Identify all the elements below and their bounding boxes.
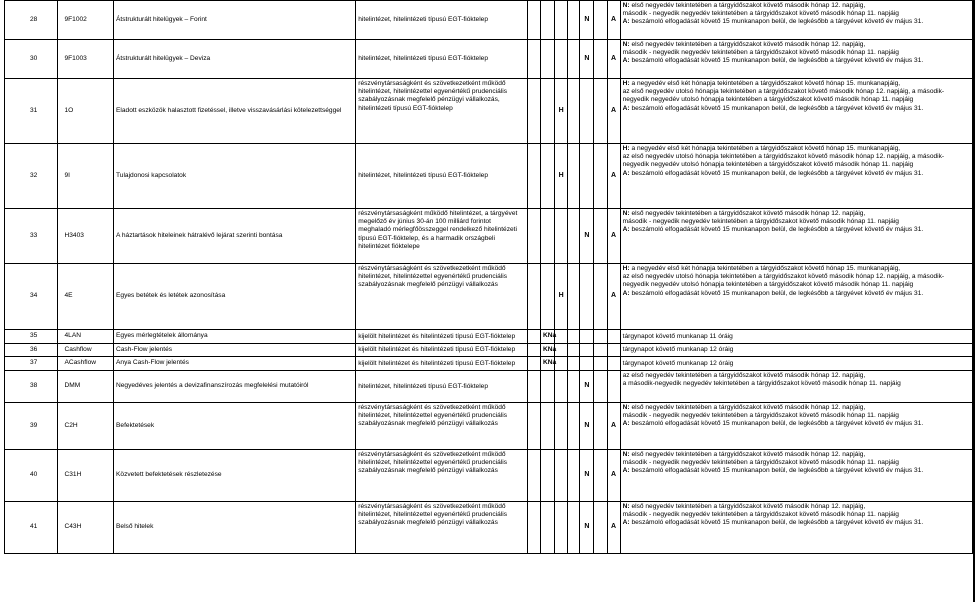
deadline-cell (620, 450, 972, 502)
deadline-text: tárgynapot követő munkanap 12 óráig (622, 346, 734, 354)
deadline-line (623, 105, 970, 113)
report-code-cell: C43H (58, 502, 114, 554)
institutions-cell: kijelölt hitelintézet és hitelintézeti típusú EGT-fióktelep (356, 357, 528, 371)
deadline-text: első negyedév tekintetében a tárgyidőszakot követő második hónap 12. napjáig, (629, 41, 866, 48)
row-number-cell: 36 (5, 344, 58, 357)
deadline-line (623, 290, 970, 298)
deadline-line (623, 153, 970, 169)
deadline-text: második - negyedik negyedév tekintetében a tárgyidőszakot követő második hónap 11. napjáig (622, 10, 899, 18)
deadline-text: a negyedév első két hónapja tekintetében a tárgyidőszakot követő hónap 15. munkanapjáig, (629, 80, 901, 87)
frequency-kna-cell: KNa (540, 344, 554, 357)
institutions-cell: részvénytársaságként és szövetkezetként működő hitelintézet, hitelintézettel egyenértékű prudenciális szabályozásnak megfelelő pénzügyi vállalkozás (356, 264, 528, 330)
flag-cell (568, 1, 580, 40)
report-name-cell: Egyes betétek és letétek azonosítása (114, 264, 356, 330)
row-number-cell: 34 (5, 264, 58, 330)
deadline-frequency-key: A: (622, 18, 630, 26)
deadline-text: az első negyedév tekintetében a tárgyidőszakot követő második hónap 12. napjáig, (622, 372, 866, 379)
frequency-n-cell: N (580, 40, 594, 79)
flag-cell (527, 357, 540, 371)
deadline-frequency-key: H: (622, 80, 630, 87)
report-code-cell: 4LAN (58, 330, 114, 344)
deadline-line (623, 467, 970, 475)
flag-cell (594, 344, 607, 357)
flag-cell (568, 371, 580, 403)
deadline-frequency-key: N: (622, 404, 630, 411)
frequency-a-cell (607, 344, 620, 357)
frequency-a-cell: A (607, 1, 620, 40)
table-body (5, 1, 973, 554)
flag-cell (568, 209, 580, 264)
table-row (5, 40, 973, 79)
deadline-text: beszámoló elfogadását követő 15 munkanapon belül, de legkésőbb a tárgyévet követő év május 31. (629, 104, 924, 112)
deadline-cell (620, 344, 972, 357)
deadline-line (623, 226, 970, 234)
frequency-n-cell (580, 144, 594, 209)
frequency-n-cell (580, 344, 594, 357)
deadline-line (623, 80, 970, 88)
frequency-h-cell (555, 209, 568, 264)
deadline-frequency-key: A: (622, 169, 630, 177)
deadline-text: második - negyedik negyedév tekintetében a tárgyidőszakot követő második hónap 11. napjáig (622, 49, 899, 57)
institutions-cell: hitelintézet, hitelintézeti típusú EGT-fióktelep (356, 1, 528, 40)
deadline-frequency-key: N: (622, 41, 630, 48)
institutions-cell: részvénytársaságként működő hitelintézet, a tárgyévet megelőző év június 30-án 100 milliárd forintot meghaladó mérlegfőösszeggel rendelkező hitelintézeti típusú EGT-fióktelep, és a harmadik országbeli hitelintézet fióktelepe (356, 209, 528, 264)
report-code-cell: 9I (58, 144, 114, 209)
frequency-n-cell (580, 357, 594, 371)
flag-cell (540, 264, 554, 330)
flag-cell (594, 330, 607, 344)
table-row (5, 450, 973, 502)
frequency-h-cell (555, 371, 568, 403)
flag-cell (540, 209, 554, 264)
deadline-text: második - negyedik negyedév tekintetében a tárgyidőszakot követő második hónap 11. napjáig (622, 218, 899, 226)
frequency-a-cell: A (607, 264, 620, 330)
deadline-line (623, 451, 970, 459)
deadline-text: az első negyedév utolsó hónapja tekintetében a tárgyidőszakot követő második hónap 12. napjáig, a második-negyedik negyedév utolsó hónapja tekintetében a tárgyidőszakot követő második hónap 11. napjáig (622, 153, 945, 169)
deadline-text: beszámoló elfogadását követő 15 munkanapon belül, de legkésőbb a tárgyévet követő év május 31. (629, 226, 924, 234)
deadline-frequency-key: A: (622, 289, 630, 297)
report-name-cell: Egyes mérlegtételek állománya (114, 330, 356, 344)
report-name-cell: Tulajdonosi kapcsolatok (114, 144, 356, 209)
institutions-cell: részvénytársaságként és szövetkezetként működő hitelintézet, hitelintézettel egyenértékű prudenciális szabályozásnak megfelelő pénzügyi vállalkozás (356, 403, 528, 450)
institutions-cell: kijelölt hitelintézet és hitelintézeti típusú EGT-fióktelep (356, 344, 528, 357)
flag-cell (527, 344, 540, 357)
institutions-cell: részvénytársaságként és szövetkezetként működő hitelintézet, hitelintézettel egyenértékű prudenciális szabályozásnak megfelelő pénzügyi vállalkozás (356, 502, 528, 554)
flag-cell (568, 264, 580, 330)
deadline-line (623, 380, 970, 388)
flag-cell (594, 403, 607, 450)
deadline-line (623, 404, 970, 412)
deadline-cell (620, 264, 972, 330)
flag-cell (540, 144, 554, 209)
frequency-h-cell (555, 344, 568, 357)
report-name-cell: Cash-Flow jelentés (114, 344, 356, 357)
frequency-n-cell: N (580, 403, 594, 450)
report-name-cell: Közvetett befektetések részletezése (114, 450, 356, 502)
flag-cell (594, 144, 607, 209)
flag-cell (527, 502, 540, 554)
row-number-cell: 32 (5, 144, 58, 209)
row-number-cell: 31 (5, 79, 58, 144)
frequency-a-cell: A (607, 79, 620, 144)
deadline-text: beszámoló elfogadását követő 15 munkanapon belül, de legkésőbb a tárgyévet követő év május 31. (629, 467, 924, 475)
table-row (5, 264, 973, 330)
report-name-cell: Belső hitelek (114, 502, 356, 554)
flag-cell (568, 344, 580, 357)
deadline-text: második - negyedik negyedév tekintetében a tárgyidőszakot követő második hónap 11. napjáig (622, 511, 899, 519)
report-code-cell: 9F1002 (58, 1, 114, 40)
deadline-line (623, 420, 970, 428)
deadline-line (623, 210, 970, 218)
deadline-line (623, 333, 970, 341)
deadline-text: tárgynapot követő munkanap 12 óráig (622, 359, 734, 367)
report-code-cell: Cashflow (58, 344, 114, 357)
deadline-line (623, 503, 970, 511)
flag-cell (594, 40, 607, 79)
report-code-cell: ACashflow (58, 357, 114, 371)
deadline-text: beszámoló elfogadását követő 15 munkanapon belül, de legkésőbb a tárgyévet követő év május 31. (629, 18, 924, 26)
deadline-line (623, 346, 970, 354)
frequency-n-cell (580, 330, 594, 344)
frequency-a-cell: A (607, 40, 620, 79)
flag-cell (568, 357, 580, 371)
frequency-h-cell (555, 450, 568, 502)
flag-cell (527, 330, 540, 344)
deadline-frequency-key: A: (622, 57, 630, 65)
deadline-text: első negyedév tekintetében a tárgyidőszakot követő második hónap 12. napjáig, (629, 451, 866, 458)
deadline-line (623, 519, 970, 527)
reporting-table (4, 0, 973, 554)
table-row (5, 330, 973, 344)
flag-cell (568, 79, 580, 144)
deadline-frequency-key: H: (622, 265, 630, 272)
report-code-cell: 4E (58, 264, 114, 330)
flag-cell (568, 450, 580, 502)
deadline-frequency-key: N: (622, 451, 630, 458)
deadline-text: tárgynapot követő munkanap 11 óráig (622, 332, 733, 340)
frequency-h-cell (555, 403, 568, 450)
flag-cell (594, 450, 607, 502)
flag-cell (527, 403, 540, 450)
deadline-text: beszámoló elfogadását követő 15 munkanapon belül, de legkésőbb a tárgyévet követő év május 31. (629, 420, 924, 428)
flag-cell (527, 209, 540, 264)
flag-cell (594, 371, 607, 403)
deadline-frequency-key: A: (622, 420, 630, 428)
frequency-h-cell: H (555, 144, 568, 209)
deadline-text: első negyedév tekintetében a tárgyidőszakot követő második hónap 12. napjáig, (629, 404, 866, 411)
institutions-cell: részvénytársaságként és szövetkezetként működő hitelintézet, hitelintézettel egyenértékű prudenciális szabályozásnak megfelelő pénzügyi vállalkozás, hitelintézeti típusú EGT-fióktelep (356, 79, 528, 144)
frequency-kna-cell: KNa (540, 357, 554, 371)
frequency-n-cell: N (580, 450, 594, 502)
deadline-frequency-key: A: (622, 519, 630, 527)
deadline-line (623, 372, 970, 380)
institutions-cell: részvénytársaságként és szövetkezetként működő hitelintézet, hitelintézettel egyenértékű prudenciális szabályozásnak megfelelő pénzügyi vállalkozás (356, 450, 528, 502)
report-name-cell: Eladott eszközök halasztott fizetéssel, illetve visszavásárlási kötelezettséggel (114, 79, 356, 144)
deadline-cell (620, 1, 972, 40)
deadline-text: az első negyedév utolsó hónapja tekintetében a tárgyidőszakot követő második hónap 12. napjáig, a második-negyedik negyedév utolsó hónapja tekintetében a tárgyidőszakot követő második hónap 11. napjáig (622, 273, 945, 289)
flag-cell (540, 40, 554, 79)
flag-cell (527, 40, 540, 79)
flag-cell (527, 79, 540, 144)
frequency-h-cell: H (555, 264, 568, 330)
frequency-a-cell: A (607, 403, 620, 450)
frequency-a-cell: A (607, 209, 620, 264)
deadline-frequency-key: A: (622, 104, 630, 112)
flag-cell (568, 144, 580, 209)
frequency-n-cell: N (580, 502, 594, 554)
frequency-a-cell: A (607, 144, 620, 209)
deadline-line (623, 511, 970, 519)
deadline-line (623, 88, 970, 104)
flag-cell (568, 502, 580, 554)
frequency-h-cell (555, 357, 568, 371)
deadline-text: első negyedév tekintetében a tárgyidőszakot követő második hónap 12. napjáig, (629, 2, 866, 9)
deadline-line (623, 218, 970, 226)
deadline-line (623, 41, 970, 49)
row-number-cell: 37 (5, 357, 58, 371)
flag-cell (540, 450, 554, 502)
deadline-line (623, 459, 970, 467)
deadline-text: a negyedév első két hónapja tekintetében a tárgyidőszakot követő hónap 15. munkanapjáig, (629, 265, 901, 272)
deadline-cell (620, 144, 972, 209)
flag-cell (527, 450, 540, 502)
flag-cell (594, 264, 607, 330)
table-row (5, 403, 973, 450)
institutions-cell: kijelölt hitelintézet és hitelintézeti típusú EGT-fióktelep (356, 330, 528, 344)
flag-cell (540, 502, 554, 554)
row-number-cell: 40 (5, 450, 58, 502)
frequency-h-cell (555, 1, 568, 40)
frequency-a-cell (607, 330, 620, 344)
table-row (5, 371, 973, 403)
report-code-cell: 9F1003 (58, 40, 114, 79)
frequency-h-cell (555, 40, 568, 79)
institutions-cell: hitelintézet, hitelintézeti típusú EGT-fióktelep (356, 371, 528, 403)
row-number-cell: 30 (5, 40, 58, 79)
deadline-line (623, 49, 970, 57)
deadline-text: második - negyedik negyedév tekintetében a tárgyidőszakot követő második hónap 11. napjáig (622, 412, 899, 420)
frequency-a-cell: A (607, 502, 620, 554)
table-row (5, 357, 973, 371)
frequency-n-cell (580, 79, 594, 144)
institutions-cell: hitelintézet, hitelintézeti típusú EGT-fióktelep (356, 144, 528, 209)
flag-cell (594, 357, 607, 371)
flag-cell (540, 1, 554, 40)
institutions-cell: hitelintézet, hitelintézeti típusú EGT-fióktelep (356, 40, 528, 79)
deadline-cell (620, 330, 972, 344)
table-row (5, 344, 973, 357)
flag-cell (527, 1, 540, 40)
deadline-cell (620, 403, 972, 450)
deadline-cell (620, 502, 972, 554)
flag-cell (527, 371, 540, 403)
frequency-n-cell: N (580, 371, 594, 403)
row-number-cell: 35 (5, 330, 58, 344)
deadline-frequency-key: N: (622, 2, 630, 9)
deadline-cell (620, 40, 972, 79)
deadline-text: első negyedév tekintetében a tárgyidőszakot követő második hónap 12. napjáig, (629, 210, 866, 217)
report-name-cell: Befektetések (114, 403, 356, 450)
deadline-frequency-key: H: (622, 145, 630, 152)
flag-cell (568, 330, 580, 344)
frequency-n-cell: N (580, 209, 594, 264)
row-number-cell: 28 (5, 1, 58, 40)
deadline-line (623, 412, 970, 420)
row-number-cell: 38 (5, 371, 58, 403)
flag-cell (527, 264, 540, 330)
report-name-cell: Átstrukturált hitelügyek – Forint (114, 1, 356, 40)
deadline-line (623, 273, 970, 289)
deadline-text: első negyedév tekintetében a tárgyidőszakot követő második hónap 12. napjáig, (629, 503, 866, 510)
frequency-h-cell (555, 330, 568, 344)
deadline-frequency-key: A: (622, 226, 630, 234)
deadline-line (623, 265, 970, 273)
report-name-cell: Negyedéves jelentés a devizafinanszírozás megfelelési mutatóiról (114, 371, 356, 403)
report-code-cell: H3403 (58, 209, 114, 264)
flag-cell (594, 502, 607, 554)
table-row (5, 209, 973, 264)
frequency-h-cell: H (555, 79, 568, 144)
frequency-kna-cell: KNa (540, 330, 554, 344)
deadline-frequency-key: N: (622, 503, 630, 510)
flag-cell (594, 1, 607, 40)
deadline-line (623, 2, 970, 10)
deadline-cell (620, 79, 972, 144)
flag-cell (568, 40, 580, 79)
report-code-cell: C31H (58, 450, 114, 502)
deadline-text: beszámoló elfogadását követő 15 munkanapon belül, de legkésőbb a tárgyévet követő év május 31. (629, 57, 924, 65)
deadline-line (623, 170, 970, 178)
frequency-h-cell (555, 502, 568, 554)
deadline-line (623, 57, 970, 65)
deadline-frequency-key: A: (622, 467, 630, 475)
table-row (5, 79, 973, 144)
deadline-line (623, 18, 970, 26)
deadline-text: beszámoló elfogadását követő 15 munkanapon belül, de legkésőbb a tárgyévet követő év május 31. (629, 289, 924, 297)
table-row (5, 1, 973, 40)
report-name-cell: Anya Cash-Flow jelentés (114, 357, 356, 371)
frequency-n-cell (580, 264, 594, 330)
table-row (5, 144, 973, 209)
frequency-a-cell (607, 357, 620, 371)
deadline-frequency-key: N: (622, 210, 630, 217)
flag-cell (540, 371, 554, 403)
row-number-cell: 33 (5, 209, 58, 264)
deadline-text: a negyedév első két hónapja tekintetében a tárgyidőszakot követő hónap 15. munkanapjáig, (629, 145, 901, 152)
report-code-cell: 1O (58, 79, 114, 144)
table-row (5, 502, 973, 554)
deadline-text: második - negyedik negyedév tekintetében a tárgyidőszakot követő második hónap 11. napjáig (622, 459, 899, 467)
deadline-text: beszámoló elfogadását követő 15 munkanapon belül, de legkésőbb a tárgyévet követő év május 31. (629, 519, 924, 527)
flag-cell (540, 79, 554, 144)
report-code-cell: C2H (58, 403, 114, 450)
deadline-text: az első negyedév utolsó hónapja tekintetében a tárgyidőszakot követő második hónap 12. napjáig, a második-negyedik negyedév utolsó hónapja tekintetében a tárgyidőszakot követő második hónap 11. napjáig (622, 88, 945, 104)
flag-cell (594, 79, 607, 144)
frequency-a-cell (607, 371, 620, 403)
flag-cell (540, 403, 554, 450)
deadline-cell (620, 371, 972, 403)
row-number-cell: 41 (5, 502, 58, 554)
deadline-text: a második-negyedik negyedév tekintetében a tárgyidőszakot követő második hónap 11. napjáig (622, 380, 901, 388)
deadline-line (623, 145, 970, 153)
deadline-line (623, 360, 970, 368)
deadline-cell (620, 209, 972, 264)
report-name-cell: Átstrukturált hitelügyek – Deviza (114, 40, 356, 79)
report-name-cell: A háztartások hiteleinek hátralévő lejárat szerinti bontása (114, 209, 356, 264)
report-code-cell: DMM (58, 371, 114, 403)
deadline-cell (620, 357, 972, 371)
deadline-text: beszámoló elfogadását követő 15 munkanapon belül, de legkésőbb a tárgyévet követő év május 31. (629, 169, 924, 177)
flag-cell (568, 403, 580, 450)
frequency-n-cell: N (580, 1, 594, 40)
row-number-cell: 39 (5, 403, 58, 450)
flag-cell (527, 144, 540, 209)
flag-cell (594, 209, 607, 264)
deadline-line (623, 10, 970, 18)
frequency-a-cell: A (607, 450, 620, 502)
